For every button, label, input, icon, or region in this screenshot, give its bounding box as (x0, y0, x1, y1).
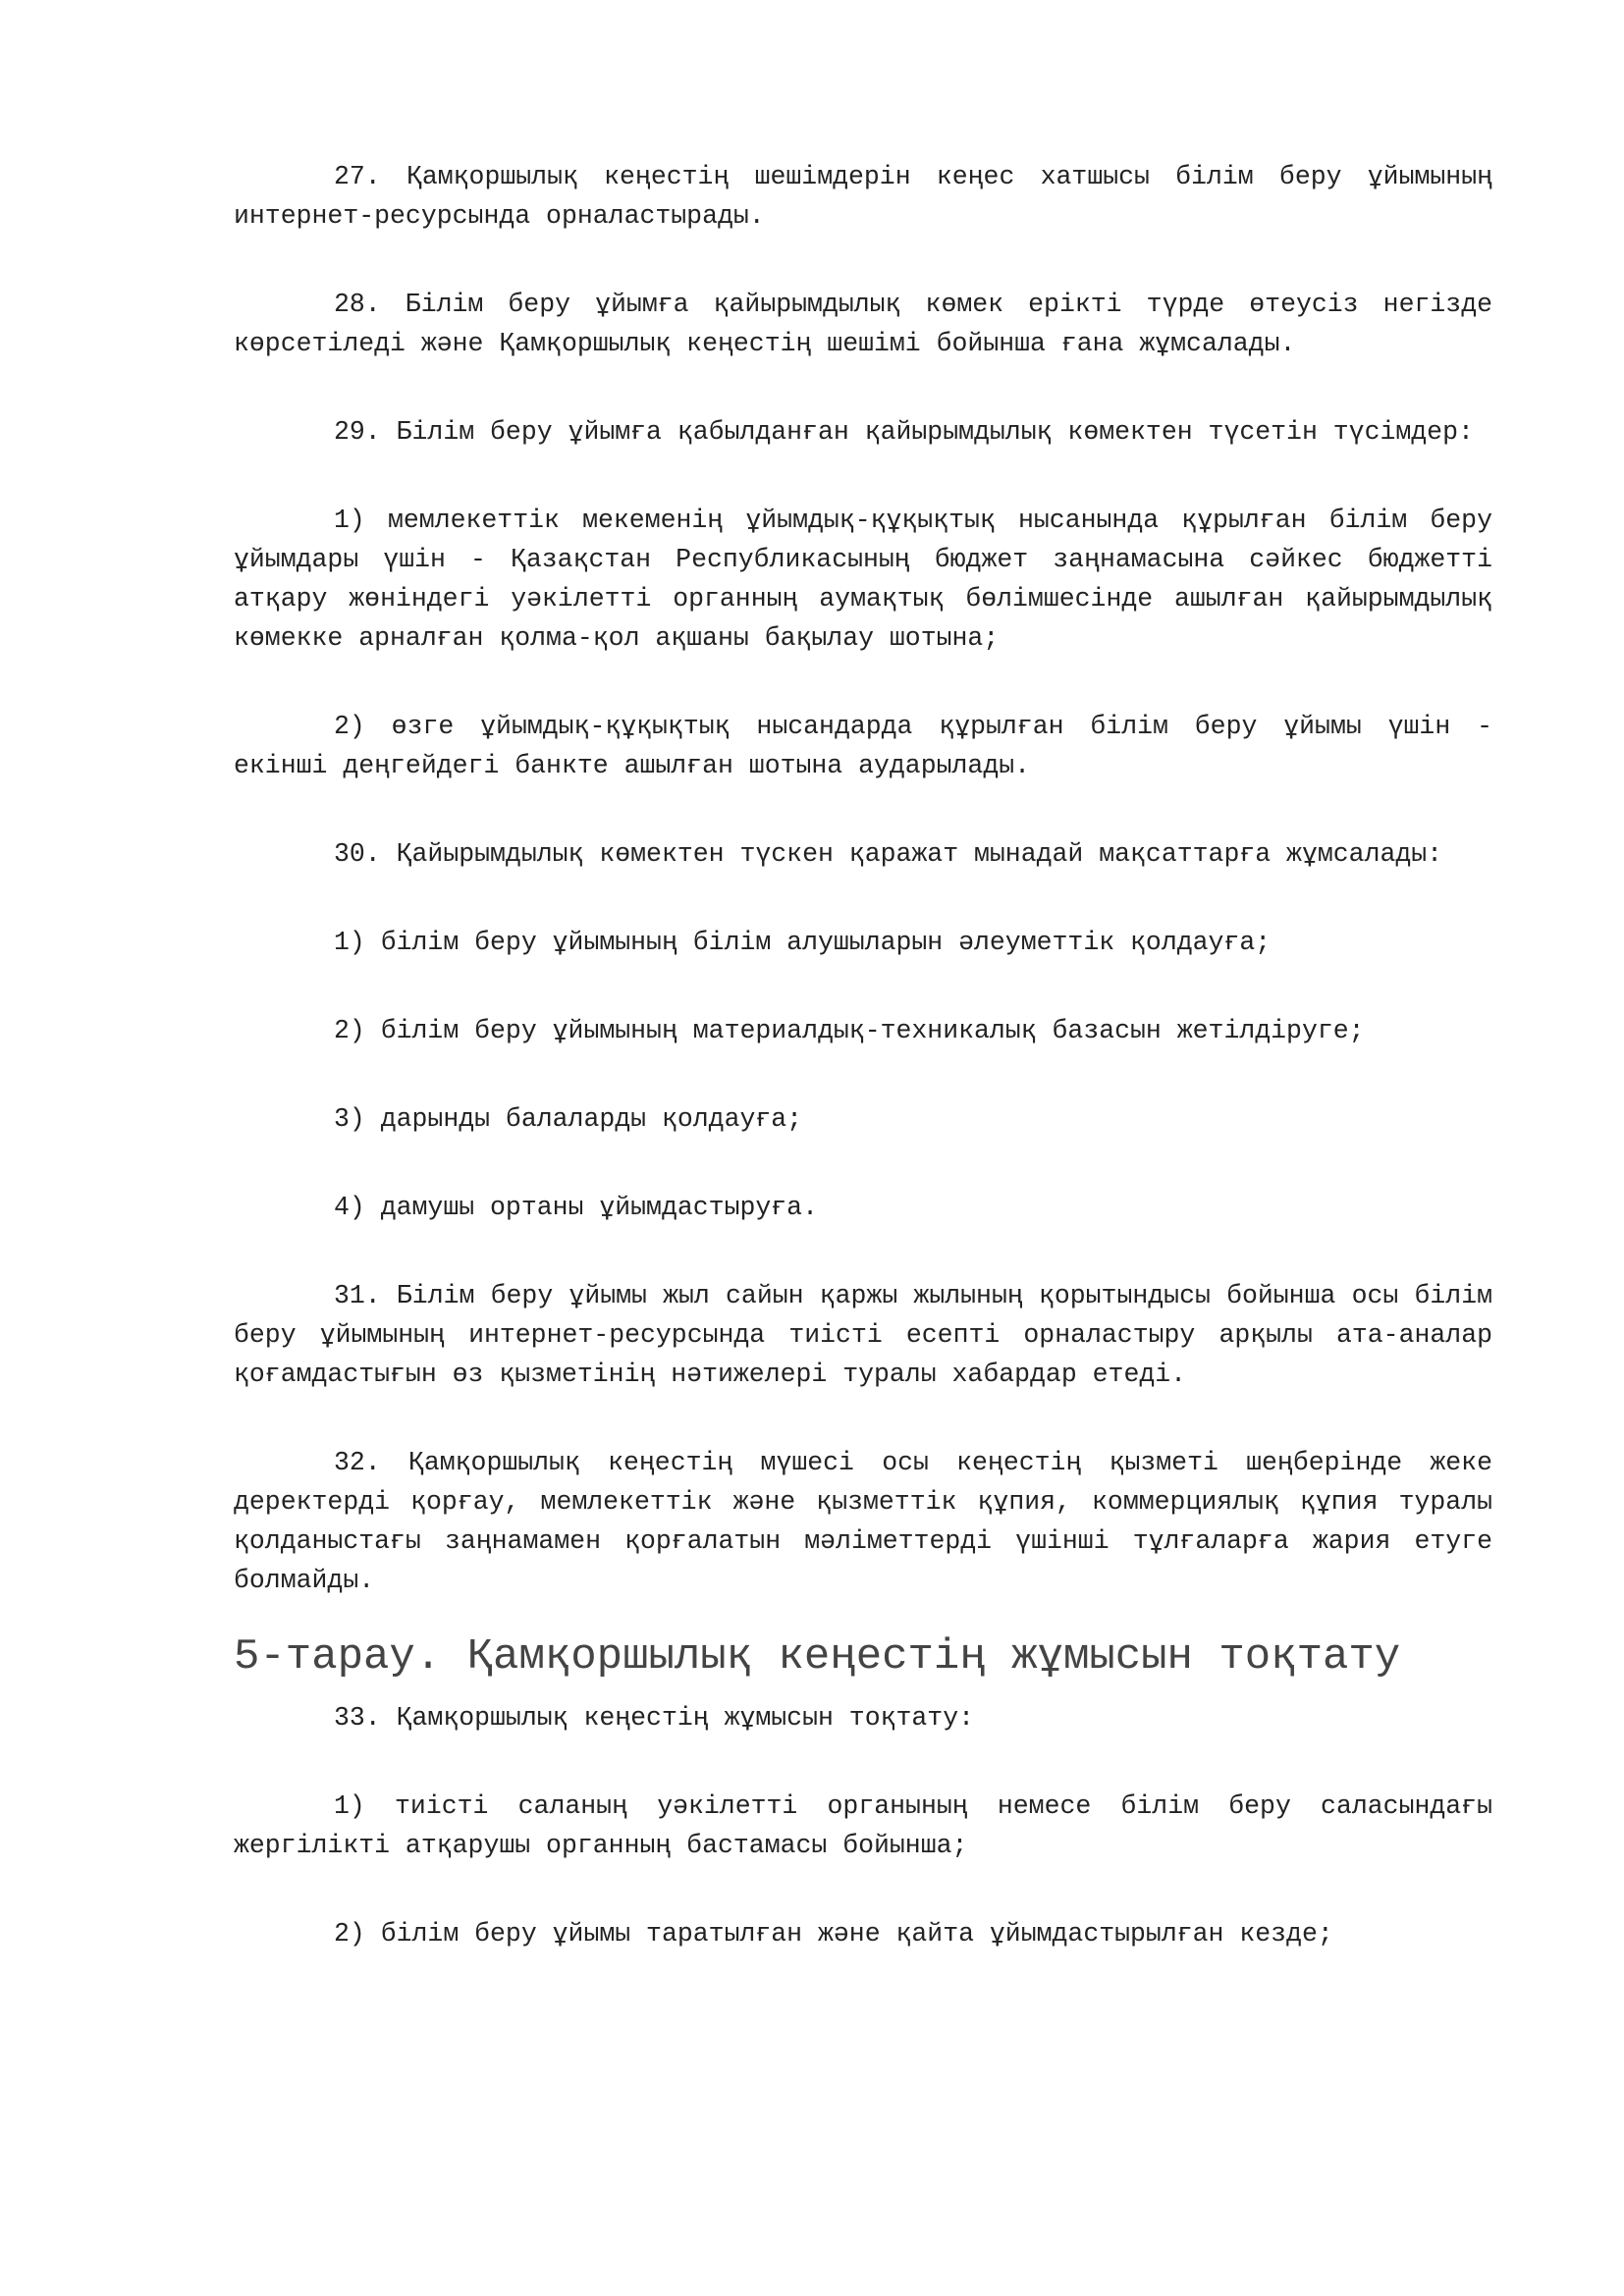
paragraph-27: 27. Қамқоршылық кеңестің шешімдерін кеңес хатшысы білім беру ұйымының интернет-ресурсында орналастырады. (234, 162, 1492, 231)
paragraph-29-item-1: 1) мемлекеттік мекеменің ұйымдық-құқықтық нысанында құрылған білім беру ұйымдары үшін - Қазақстан Республикасының бюджет заңнамасына сәйкес бюджетті атқару жөніндегі уәкілетті органның аумақтық бөлімшесінде ашылған қайырымдылық көмекке арналған қолма-қол ақшаны бақылау шотына; (234, 506, 1492, 653)
paragraph-30-item-3: 3) дарынды балаларды қолдауға; (334, 1104, 803, 1134)
document-page (234, 157, 1492, 2002)
paragraph-28: 28. Білім беру ұйымға қайырымдылық көмек ерікті түрде өтеусіз негізде көрсетіледі және Қамқоршылық кеңестің шешімі бойынша ғана жұмсалады. (234, 290, 1492, 358)
paragraph-33-item-2: 2) білім беру ұйымы таратылған және қайта ұйымдастырылған кезде; (334, 1919, 1333, 1949)
paragraph-33-item-1: 1) тиісті саланың уәкілетті органының немесе білім беру саласындағы жергілікті атқарушы органның бастамасы бойынша; (234, 1791, 1492, 1860)
paragraph-29-item-2: 2) өзге ұйымдық-құқықтық нысандарда құрылған білім беру ұйымы үшін - екінші деңгейдегі банкте ашылған шотына аударылады. (234, 712, 1492, 780)
section-heading: 5-тарау. Қамқоршылық кеңестің жұмысын тоқтату (234, 1632, 1401, 1682)
paragraph-33: 33. Қамқоршылық кеңестің жұмысын тоқтату: (334, 1703, 975, 1733)
paragraph-32: 32. Қамқоршылық кеңестің мүшесі осы кеңестің қызметі шеңберінде жеке деректерді қорғау, мемлекеттік және қызметтік құпия, коммерциялық құпия туралы қолданыстағы заңнамамен қорғалатын мәліметтерді үшінші тұлғаларға жария етуге болмайды. (234, 1448, 1492, 1595)
paragraph-31: 31. Білім беру ұйымы жыл сайын қаржы жылының қорытындысы бойынша осы білім беру ұйымының интернет-ресурсында тиісті есепті орналастыру арқылы ата-аналар қоғамдастығын өз қызметінің нәтижелері туралы хабардар етеді. (234, 1281, 1492, 1389)
paragraph-30: 30. Қайырымдылық көмектен түскен қаражат мынадай мақсаттарға жұмсалады: (334, 839, 1443, 869)
paragraph-30-item-4: 4) дамушы ортаны ұйымдастыруға. (334, 1193, 818, 1222)
paragraph-30-item-1: 1) білім беру ұйымының білім алушыларын әлеуметтік қолдауға; (334, 928, 1272, 957)
paragraph-30-item-2: 2) білім беру ұйымының материалдық-техникалық базасын жетілдіруге; (334, 1016, 1365, 1045)
paragraph-29: 29. Білім беру ұйымға қабылданған қайырымдылық көмектен түсетін түсімдер: (334, 417, 1474, 447)
